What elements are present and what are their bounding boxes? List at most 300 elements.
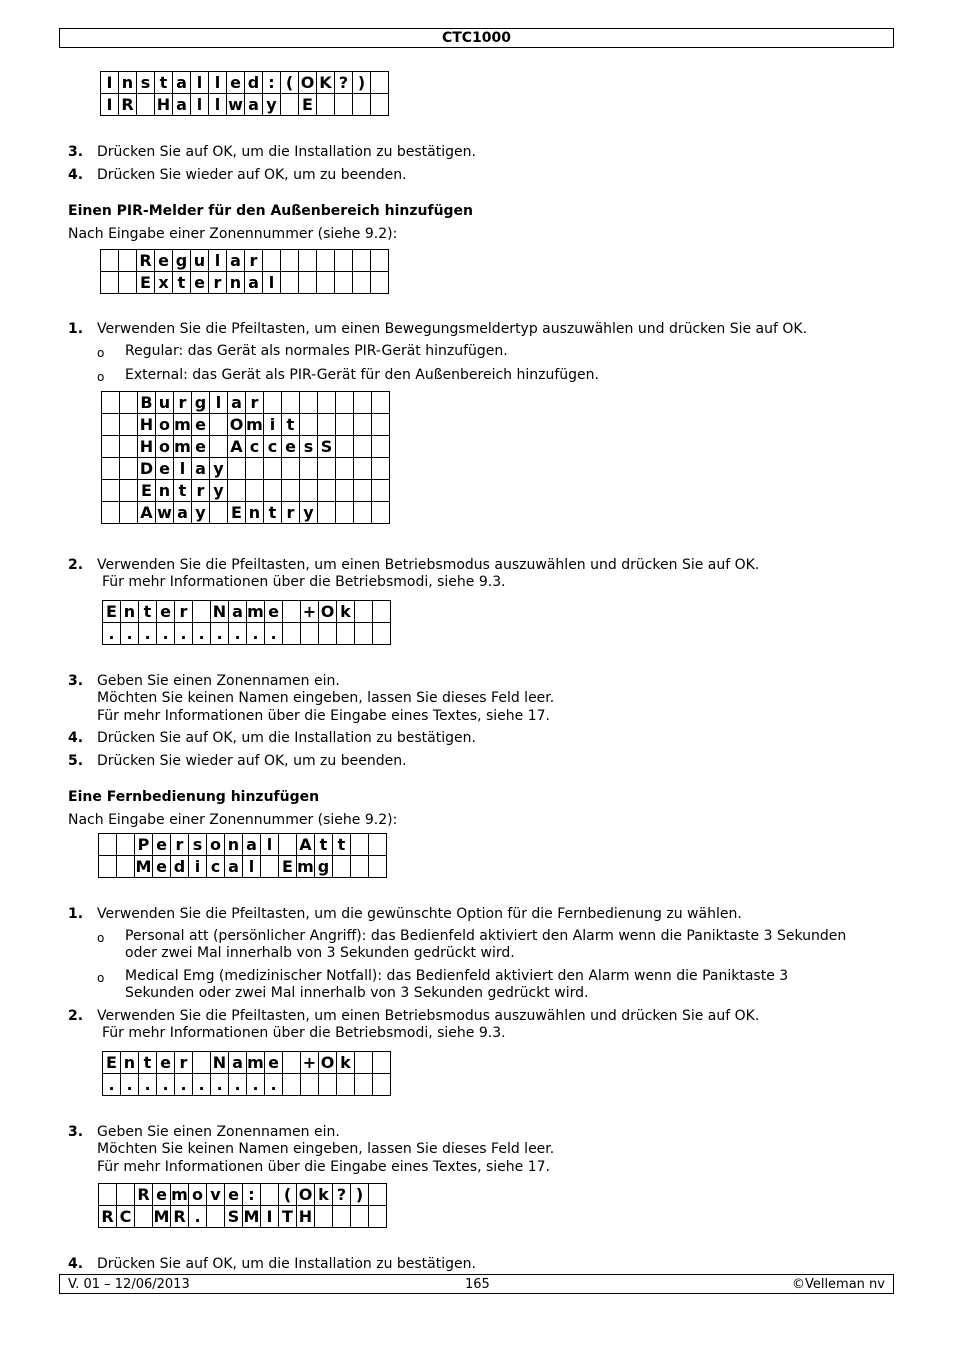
lcd-cell: u [156, 392, 174, 414]
lcd-cell: l [209, 250, 227, 272]
lcd-cell: . [193, 623, 211, 645]
lcd-cell: w [157, 502, 172, 522]
bullet-text: Regular: das Gerät als normales PIR-Gerät hinzufügen. [125, 343, 508, 359]
lcd-cell [318, 392, 336, 414]
lcd-display-remote-options [98, 833, 387, 878]
step-text: Drücken Sie auf OK, um die Installation zu bestätigen. [97, 1256, 476, 1272]
lcd-cell: e [192, 414, 210, 436]
lcd-row [102, 436, 390, 458]
lcd-cell [354, 502, 372, 524]
lcd-cell: K [317, 72, 335, 94]
lcd-cell: r [282, 502, 300, 524]
lcd-cell: H [138, 414, 156, 436]
lcd-cell: : [263, 72, 281, 94]
lcd-cell: t [139, 1052, 157, 1074]
lcd-cell: l [210, 392, 228, 414]
lcd-cell [279, 834, 297, 856]
lcd-cell: ( [279, 1184, 297, 1206]
lcd-cell [120, 436, 138, 458]
lcd-cell: . [265, 1074, 283, 1096]
lcd-cell [318, 480, 336, 502]
lcd-cell: l [243, 856, 261, 878]
page-header: CTC1000 [59, 28, 894, 48]
lcd-cell: . [247, 1074, 265, 1096]
lcd-cell [101, 250, 119, 272]
lcd-cell [337, 623, 355, 645]
lcd-cell: I [101, 72, 119, 94]
lcd-cell [300, 480, 318, 502]
lcd-cell: r [246, 392, 264, 414]
lcd-cell [318, 414, 336, 436]
lcd-cell: O [319, 601, 337, 623]
lcd-cell [99, 856, 117, 878]
lcd-cell [351, 834, 369, 856]
lcd-cell [373, 623, 391, 645]
lcd-cell: e [153, 1184, 171, 1206]
lcd-cell [372, 392, 390, 414]
step-number: 3. [68, 673, 84, 689]
lcd-cell: c [207, 856, 225, 878]
lcd-cell: e [191, 272, 209, 294]
lcd-cell [210, 436, 228, 458]
lcd-cell: r [174, 392, 192, 414]
lcd-cell [300, 414, 318, 436]
lcd-row [99, 856, 387, 878]
bullet-text-continued: oder zwei Mal innerhalb von 3 Sekunden gedrückt wird. [125, 945, 515, 961]
lcd-cell [283, 601, 301, 623]
lcd-cell: m [171, 1184, 188, 1204]
lcd-display-enter-name-2 [102, 1051, 391, 1096]
lcd-cell [353, 250, 371, 272]
lcd-cell: B [138, 392, 156, 414]
lcd-cell [117, 1184, 135, 1206]
lcd-cell [336, 458, 354, 480]
step-text: Verwenden Sie die Pfeiltasten, um die gewünschte Option für die Fernbedienung zu wählen. [97, 906, 742, 922]
lcd-cell: a [174, 502, 192, 524]
lcd-cell: O [228, 414, 246, 436]
step-text: Drücken Sie auf OK, um die Installation zu bestätigen. [97, 730, 476, 746]
bullet-text: Personal att (persönlicher Angriff): das Bedienfeld aktiviert den Alarm wenn die Paniktaste 3 Sekunden [125, 928, 847, 944]
lcd-cell [336, 392, 354, 414]
lcd-cell [355, 1074, 373, 1096]
lcd-cell [335, 94, 353, 116]
lcd-cell [246, 458, 264, 480]
lcd-cell: r [209, 272, 227, 294]
lcd-cell: e [265, 1052, 283, 1074]
lcd-cell: . [121, 623, 139, 645]
lcd-cell [371, 72, 389, 94]
lcd-cell [281, 94, 299, 116]
lcd-cell: a [229, 1052, 247, 1074]
section-heading: Eine Fernbedienung hinzufügen [68, 789, 320, 805]
lcd-cell: r [171, 834, 189, 856]
lcd-cell: H [138, 436, 156, 458]
bullet-text: External: das Gerät als PIR-Gerät für den Außenbereich hinzufügen. [125, 367, 599, 383]
lcd-cell [282, 480, 300, 502]
bullet-marker: o [97, 971, 105, 985]
lcd-cell [333, 856, 351, 878]
lcd-cell: n [225, 834, 243, 856]
lcd-cell [372, 480, 390, 502]
lcd-row [101, 72, 389, 94]
lcd-cell [207, 1206, 225, 1228]
lcd-cell: . [229, 623, 247, 645]
lcd-cell: i [189, 856, 207, 878]
lcd-cell [193, 601, 211, 623]
lcd-cell [102, 480, 120, 502]
lcd-cell [351, 856, 369, 878]
lcd-cell: H [297, 1206, 315, 1228]
lcd-cell [335, 272, 353, 294]
lcd-cell: a [243, 834, 261, 856]
lcd-cell: . [157, 1074, 175, 1096]
lcd-cell [353, 94, 371, 116]
lcd-cell [120, 392, 138, 414]
lcd-cell: t [264, 502, 282, 524]
step-number: 5. [68, 753, 84, 769]
lcd-cell [373, 1052, 391, 1074]
lcd-cell: t [315, 834, 333, 856]
lcd-cell [371, 250, 389, 272]
lcd-row [102, 392, 390, 414]
lcd-display-enter-name [102, 600, 391, 645]
lcd-cell: I [261, 1206, 279, 1228]
lcd-cell: l [191, 72, 209, 94]
lcd-cell: n [246, 502, 264, 524]
lcd-cell: . [211, 1074, 229, 1096]
lcd-display-pir-type [100, 249, 389, 294]
lcd-cell [281, 250, 299, 272]
lcd-cell: r [245, 250, 263, 272]
lcd-cell: n [119, 72, 137, 94]
lcd-cell: g [173, 250, 191, 272]
lcd-cell: R [99, 1206, 117, 1228]
lcd-cell: H [155, 94, 173, 116]
step-text: Geben Sie einen Zonennamen ein. [97, 673, 340, 689]
lcd-cell [299, 250, 317, 272]
lcd-cell: P [135, 834, 153, 856]
step-number: 2. [68, 1008, 84, 1024]
lcd-cell [264, 458, 282, 480]
bullet-marker: o [97, 370, 105, 384]
lcd-cell: m [247, 601, 264, 621]
lcd-cell: . [121, 1074, 139, 1096]
step-text-continued: Möchten Sie keinen Namen eingeben, lassen Sie dieses Feld leer. [97, 1141, 555, 1157]
bullet-text-continued: Sekunden oder zwei Mal innerhalb von 3 Sekunden gedrückt wird. [125, 985, 589, 1001]
lcd-cell [336, 502, 354, 524]
lcd-cell [283, 623, 301, 645]
lcd-cell [317, 272, 335, 294]
lcd-cell [283, 1052, 301, 1074]
lcd-cell: R [135, 1184, 153, 1206]
step-number: 2. [68, 557, 84, 573]
bullet-marker: o [97, 346, 105, 360]
lcd-cell: e [225, 1184, 243, 1206]
lcd-row [103, 1052, 391, 1074]
lcd-cell: l [174, 458, 192, 480]
lcd-cell: R [119, 94, 137, 116]
lcd-cell: l [209, 94, 227, 116]
lcd-cell: : [243, 1184, 261, 1206]
lcd-cell [319, 1074, 337, 1096]
lcd-cell [372, 502, 390, 524]
lcd-cell [281, 272, 299, 294]
lcd-cell [119, 272, 137, 294]
step-text: Geben Sie einen Zonennamen ein. [97, 1124, 340, 1140]
lcd-cell: r [175, 1052, 193, 1074]
lcd-cell: ( [281, 72, 299, 94]
lcd-cell: . [157, 623, 175, 645]
lcd-cell: R [137, 250, 155, 272]
lcd-row [99, 834, 387, 856]
lcd-cell [369, 1184, 387, 1206]
lcd-row [103, 1074, 391, 1096]
lcd-cell: M [243, 1206, 260, 1226]
lcd-cell [337, 1074, 355, 1096]
lcd-cell: n [227, 272, 245, 294]
lcd-display-modes [101, 391, 390, 524]
lcd-cell: E [137, 272, 155, 294]
step-text: Drücken Sie wieder auf OK, um zu beenden. [97, 167, 407, 183]
lcd-cell: d [171, 856, 189, 878]
lcd-cell: a [192, 458, 210, 480]
lcd-row [101, 272, 389, 294]
lcd-cell: . [247, 623, 265, 645]
lcd-cell: M [135, 856, 152, 876]
lcd-cell: e [156, 458, 174, 480]
lcd-cell: a [245, 94, 263, 116]
lcd-cell: O [319, 1052, 337, 1074]
lcd-cell: y [192, 502, 210, 524]
lcd-row [99, 1184, 387, 1206]
lcd-cell [300, 392, 318, 414]
lcd-cell: l [263, 272, 281, 294]
lcd-cell [120, 502, 138, 524]
lcd-cell: . [189, 1206, 207, 1228]
lcd-cell: ) [351, 1184, 369, 1206]
lcd-cell: E [299, 94, 317, 116]
lcd-cell: k [337, 601, 355, 623]
lcd-cell: a [173, 94, 191, 116]
step-number: 3. [68, 1124, 84, 1140]
lcd-cell: S [225, 1206, 243, 1228]
lcd-cell: . [103, 623, 121, 645]
lcd-cell [317, 250, 335, 272]
lcd-cell [369, 1206, 387, 1228]
lcd-cell: o [189, 1184, 207, 1206]
step-text-continued: Für mehr Informationen über die Eingabe eines Textes, siehe 17. [97, 708, 550, 724]
page-footer [59, 1274, 894, 1294]
lcd-cell [261, 1184, 279, 1206]
lcd-cell: o [156, 414, 174, 436]
section-heading: Einen PIR-Melder für den Außenbereich hinzufügen [68, 203, 474, 219]
lcd-cell [351, 1206, 369, 1228]
lcd-cell [318, 502, 336, 524]
lcd-cell [317, 94, 335, 116]
lcd-cell [372, 414, 390, 436]
lcd-row [103, 601, 391, 623]
lcd-cell [355, 601, 373, 623]
lcd-cell: n [121, 601, 139, 623]
lcd-cell: + [301, 601, 319, 623]
step-number: 4. [68, 730, 84, 746]
lcd-cell: l [191, 94, 209, 116]
lcd-cell [102, 436, 120, 458]
lcd-cell [102, 458, 120, 480]
lcd-cell [354, 414, 372, 436]
footer-page-number: 165 [465, 1277, 490, 1292]
lcd-cell [102, 502, 120, 524]
lcd-cell [282, 392, 300, 414]
lcd-cell [354, 480, 372, 502]
lcd-cell: r [175, 601, 193, 623]
lcd-cell [301, 623, 319, 645]
lcd-cell: . [265, 623, 283, 645]
footer-version: V. 01 – 12/06/2013 [68, 1277, 190, 1292]
lcd-cell: e [153, 856, 171, 878]
lcd-cell [101, 272, 119, 294]
lcd-cell [228, 480, 246, 502]
lcd-cell: + [301, 1052, 319, 1074]
lcd-cell [263, 250, 281, 272]
step-number: 3. [68, 144, 84, 160]
lcd-cell [299, 272, 317, 294]
bullet-text: Medical Emg (medizinischer Notfall): das Bedienfeld aktiviert den Alarm wenn die Paniktaste 3 [125, 968, 789, 984]
lcd-cell [301, 1074, 319, 1096]
lcd-row [99, 1206, 387, 1228]
lcd-cell: g [315, 856, 333, 878]
lcd-cell [369, 834, 387, 856]
lcd-cell: S [318, 436, 336, 458]
lcd-cell: . [229, 1074, 247, 1096]
step-number: 1. [68, 321, 84, 337]
lcd-cell [369, 856, 387, 878]
lcd-cell [193, 1052, 211, 1074]
lcd-cell: m [174, 436, 191, 456]
lcd-cell [120, 414, 138, 436]
lcd-cell [335, 250, 353, 272]
lcd-row [102, 458, 390, 480]
lcd-cell: e [265, 601, 283, 623]
lcd-cell [283, 1074, 301, 1096]
lcd-cell: s [189, 834, 207, 856]
lcd-cell: C [117, 1206, 135, 1228]
lcd-cell [355, 1052, 373, 1074]
lcd-cell: g [192, 392, 210, 414]
step-text-continued: Für mehr Informationen über die Betriebsmodi, siehe 9.3. [102, 574, 506, 590]
lcd-cell: I [101, 94, 119, 116]
lcd-cell [354, 392, 372, 414]
lcd-cell: o [156, 436, 174, 458]
lcd-cell [300, 458, 318, 480]
lcd-row [103, 623, 391, 645]
lcd-cell [119, 250, 137, 272]
lcd-cell [102, 392, 120, 414]
lcd-cell: . [175, 1074, 193, 1096]
lcd-row [101, 94, 389, 116]
step-text-continued: Für mehr Informationen über die Betriebsmodi, siehe 9.3. [102, 1025, 506, 1041]
lcd-cell: t [155, 72, 173, 94]
lcd-cell: k [315, 1184, 333, 1206]
lcd-cell: A [228, 436, 246, 458]
lcd-cell: w [228, 94, 243, 114]
lcd-cell [373, 1074, 391, 1096]
step-text: Verwenden Sie die Pfeiltasten, um einen Bewegungsmeldertyp auszuwählen und drücken Sie auf OK. [97, 321, 808, 337]
lcd-cell [210, 502, 228, 524]
lcd-row [102, 414, 390, 436]
lcd-cell [261, 856, 279, 878]
lcd-cell [354, 436, 372, 458]
lcd-cell [336, 480, 354, 502]
step-text: Verwenden Sie die Pfeiltasten, um einen Betriebsmodus auszuwählen und drücken Sie auf OK. [97, 1008, 760, 1024]
lcd-cell: N [211, 1052, 229, 1074]
lcd-cell: ) [353, 72, 371, 94]
lcd-cell: e [157, 601, 175, 623]
lcd-cell: . [211, 623, 229, 645]
lcd-cell [99, 834, 117, 856]
lcd-cell: E [103, 1052, 121, 1074]
lcd-cell [246, 480, 264, 502]
lcd-cell: y [210, 458, 228, 480]
lcd-cell: v [207, 1184, 225, 1206]
lcd-cell: x [155, 272, 173, 294]
lcd-cell: e [227, 72, 245, 94]
step-number: 4. [68, 167, 84, 183]
lcd-cell [333, 1206, 351, 1228]
lcd-cell [102, 414, 120, 436]
lcd-cell: ? [335, 72, 353, 94]
lcd-row [101, 250, 389, 272]
lcd-cell: t [173, 272, 191, 294]
lcd-cell [282, 458, 300, 480]
step-number: 1. [68, 906, 84, 922]
lcd-cell: O [297, 1184, 315, 1206]
lcd-cell: O [299, 72, 317, 94]
lcd-cell: d [245, 72, 263, 94]
lcd-cell: o [207, 834, 225, 856]
lcd-cell: a [225, 856, 243, 878]
lcd-cell [336, 414, 354, 436]
lcd-cell [264, 480, 282, 502]
lcd-cell: i [264, 414, 282, 436]
lcd-cell: e [192, 436, 210, 458]
lcd-cell: R [171, 1206, 189, 1228]
lcd-cell: y [210, 480, 228, 502]
lcd-display-remove [98, 1183, 387, 1228]
lcd-cell [373, 601, 391, 623]
step-text-continued: Für mehr Informationen über die Eingabe eines Textes, siehe 17. [97, 1159, 550, 1175]
lcd-cell: a [228, 392, 246, 414]
lcd-cell [120, 480, 138, 502]
lcd-cell: n [121, 1052, 139, 1074]
lcd-cell [228, 458, 246, 480]
lcd-cell [120, 458, 138, 480]
lcd-cell [135, 1206, 153, 1228]
lcd-cell: c [246, 436, 264, 458]
lcd-cell [315, 1206, 333, 1228]
lcd-cell [318, 458, 336, 480]
step-text: Verwenden Sie die Pfeiltasten, um einen Betriebsmodus auszuwählen und drücken Sie auf OK. [97, 557, 760, 573]
lcd-cell: a [173, 72, 191, 94]
lcd-cell: t [174, 480, 192, 502]
lcd-cell [355, 623, 373, 645]
lcd-cell [319, 623, 337, 645]
section-intro: Nach Eingabe einer Zonennummer (siehe 9.2): [68, 812, 398, 828]
lcd-row [102, 480, 390, 502]
lcd-cell [264, 392, 282, 414]
lcd-cell [353, 272, 371, 294]
lcd-cell [354, 458, 372, 480]
